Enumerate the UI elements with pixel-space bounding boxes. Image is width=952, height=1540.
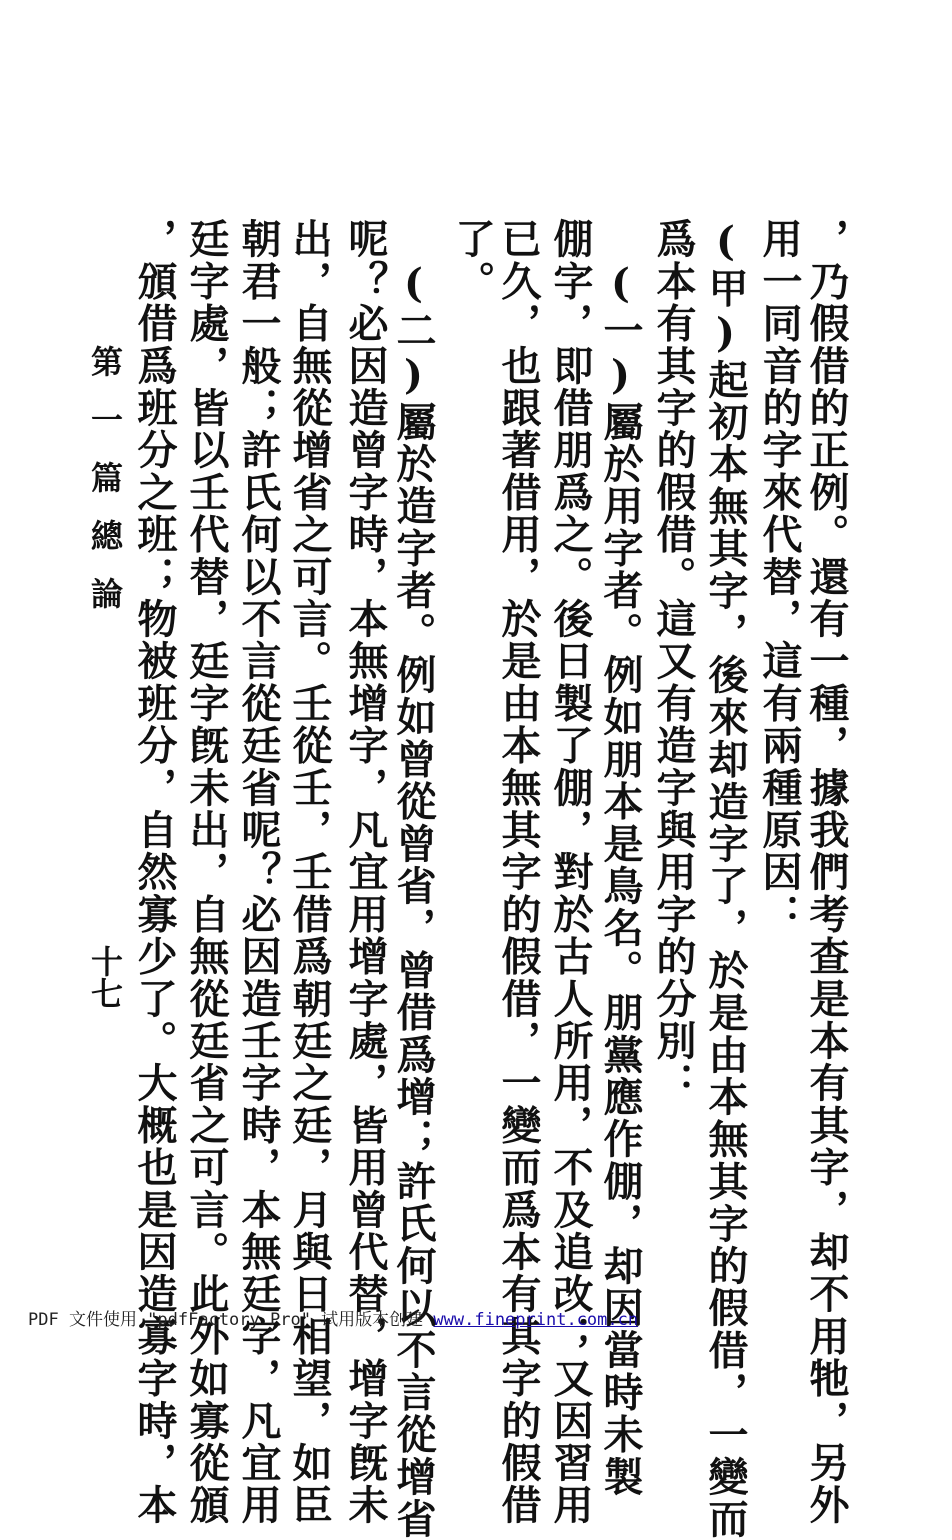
- text-column-9: (二)屬於造字者。例如曾從曾省，曾借爲增；許氏何以不言從增省: [390, 260, 437, 1540]
- page-number: 十七: [86, 945, 124, 1009]
- text-column-14: ，頒借爲班分之班；物被班分，自然寡少了。大概也是因造寡字時，本: [131, 218, 178, 1527]
- footer-link[interactable]: www.fineprint.com.cn: [433, 1310, 639, 1330]
- pdf-footer: [28, 1305, 638, 1330]
- text-column-6: 倗字，即借朋爲之。後日製了倗，對於古人所用，不及追改；又因習用: [547, 218, 594, 1527]
- text-column-10: 呢？必因造曾字時，本無增字，凡宜用增字處，皆用曾代替，增字旣未: [342, 218, 389, 1527]
- footer-text: PDF 文件使用 "pdfFactory Pro" 试用版本创建: [28, 1310, 434, 1330]
- text-column-5: (一)屬於用字者。例如朋本是鳥名。朋黨應作倗，却因當時未製: [597, 260, 644, 1498]
- text-column-8: 了。: [449, 218, 496, 303]
- text-column-4: 爲本有其字的假借。這又有造字與用字的分別：: [650, 218, 697, 1105]
- running-head: 第一篇總論: [86, 345, 124, 635]
- text-column-12: 朝君一般；許氏何以不言從廷省呢？必因造壬字時，本無廷字，凡宜用: [235, 218, 282, 1527]
- text-column-11: 出，自無從增省之可言。壬從壬，壬借爲朝廷之廷，月與日相望，如臣: [286, 218, 333, 1527]
- text-column-1: ，乃假借的正例。還有一種，據我們考查是本有其字，却不用牠，另外: [803, 218, 850, 1527]
- text-column-7: 已久，也跟著借用，於是由本無其字的假借，一變而爲本有其字的假借: [495, 218, 542, 1527]
- text-column-2: 用一同音的字來代替，這有兩種原因：: [756, 218, 803, 936]
- text-column-13: 廷字處，皆以壬代替，廷字旣未出，自無從廷省之可言。此外如寡從頒: [183, 218, 230, 1527]
- text-column-3: (甲)起初本無其字，後來却造字了，於是由本無其字的假借，一變而: [702, 218, 749, 1540]
